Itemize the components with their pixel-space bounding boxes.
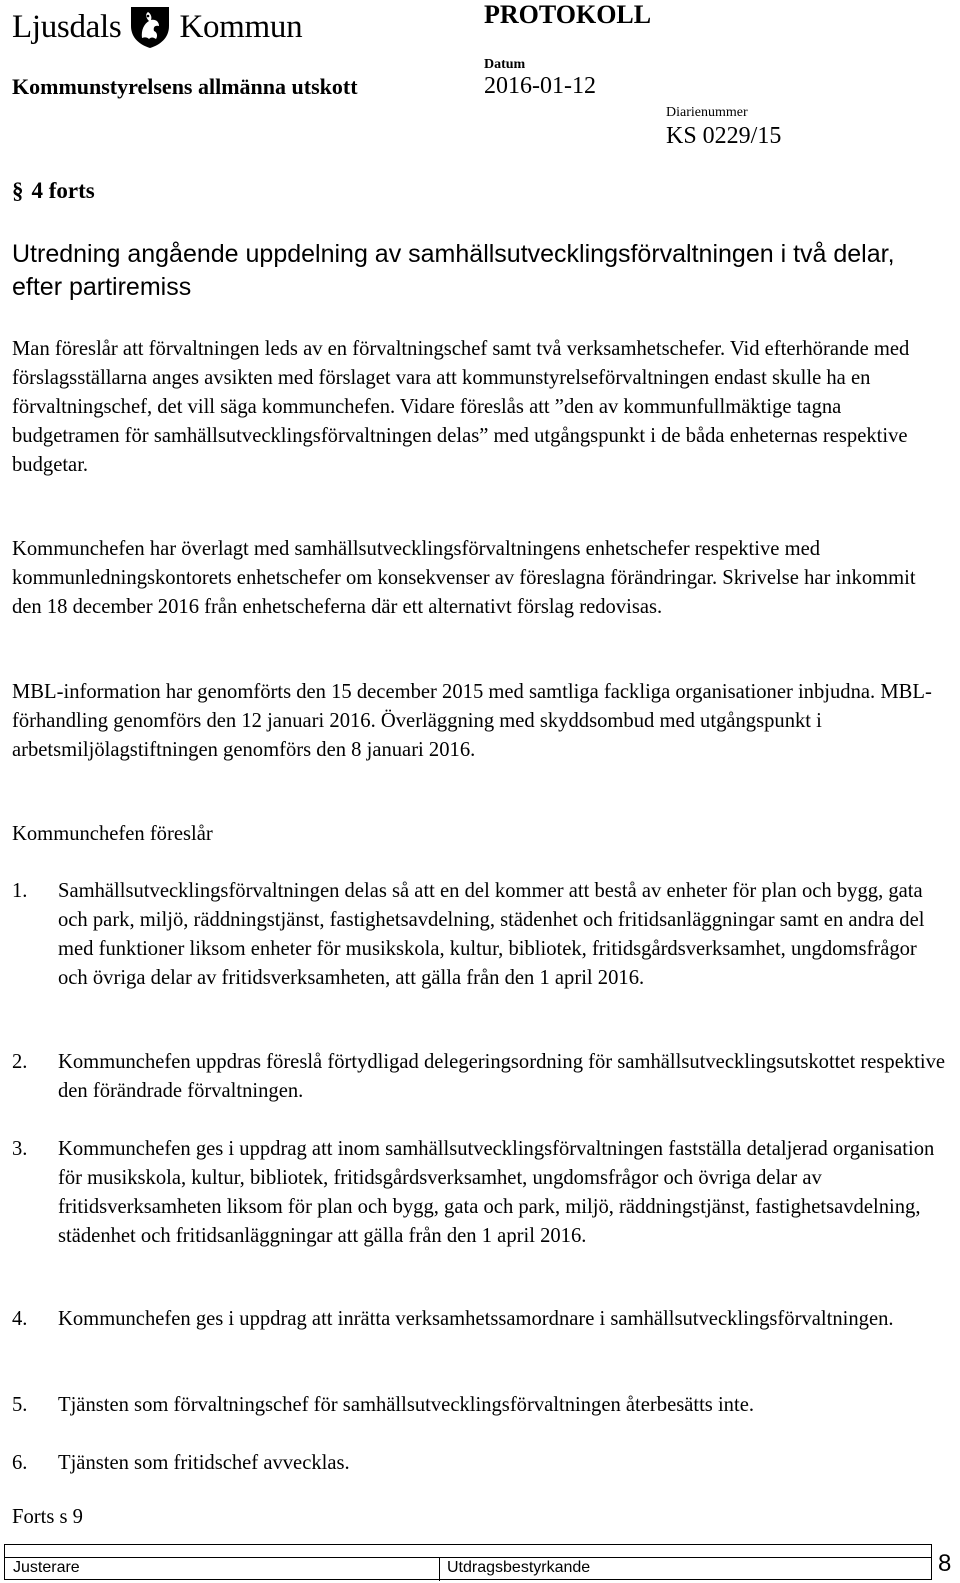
list-item — [12, 1305, 947, 1334]
registration-number-value: KS 0229/15 — [666, 123, 782, 149]
municipality-logo — [12, 4, 302, 50]
list-item-text: Tjänsten som fritidschef avvecklas. — [58, 1452, 350, 1474]
list-item — [12, 1135, 947, 1251]
adjuster-label: Justerare — [13, 1559, 80, 1576]
list-item-number: 4. — [12, 1308, 28, 1330]
list-item — [12, 1048, 947, 1106]
list-item-number: 1. — [12, 880, 28, 902]
footer-column-divider — [439, 1557, 440, 1581]
extract-certification-label: Utdragsbestyrkande — [447, 1559, 591, 1576]
list-item-text: Samhällsutvecklingsförvaltningen delas så att en del kommer att bestå av enheter för plan och bygg, gata och park, miljö, räddningstjänst, fastighetsavdelning, städenhet och fritidsanläggningar samt en andra del med funktioner liksom enheter för musikskola, kultur, bibliotek, fritidsgårdsverksamhet, ungdomsfrågor och övriga delar av fritidsverksamheten, att gälla från den 1 april 2016. — [58, 880, 925, 989]
list-item-text: Tjänsten som förvaltningschef för samhällsutvecklingsförvaltningen återbesätts inte. — [58, 1394, 754, 1416]
list-item-number: 5. — [12, 1394, 28, 1416]
section-number — [12, 178, 95, 204]
crest-icon — [127, 4, 173, 50]
list-item — [12, 877, 947, 993]
paragraph: MBL-information har genomförts den 15 december 2015 med samtliga fackliga organisationer inbjudna. MBL-förhandling genomförs den 12 januari 2016. Överläggning med skyddsombud med utgångspunkt i arbetsmiljölagstiftningen genomförs den 8 januari 2016. — [12, 681, 932, 761]
logo-text-right: Kommun — [179, 8, 303, 45]
list-item-number: 6. — [12, 1452, 28, 1474]
paragraph: Man föreslår att förvaltningen leds av en förvaltningschef samt två verksamhetschefer. Vid efterhörande med förslagsställarna anges avsikten med förslaget vara att kommunstyrelseförvaltningen endast skulle ha en förvaltningschef, det vill säga kommunchefen. Vidare föreslås att ”den av kommunfullmäktige tagna budgetramen för samhällsutvecklingsförvaltningen delas” med utgångspunkt i de båda enheternas respektive budgetar. — [12, 338, 910, 476]
document-type: PROTOKOLL — [484, 0, 652, 29]
logo-text-left: Ljusdals — [12, 8, 122, 45]
list-item-number: 2. — [12, 1051, 28, 1073]
footer-divider-line — [5, 1557, 931, 1558]
list-item-text: Kommunchefen ges i uppdrag att inrätta verksamhetssamordnare i samhällsutvecklingsförvaltningen. — [58, 1308, 894, 1330]
date-label: Datum — [484, 57, 526, 72]
list-item — [12, 1391, 947, 1420]
signature-footer — [4, 1544, 932, 1580]
proposal-intro: Kommunchefen föreslår — [12, 823, 213, 845]
list-item-number: 3. — [12, 1138, 28, 1160]
matter-heading: Utredning angående uppdelning av samhällsutvecklingsförvaltningen i två delar, efter partiremiss — [12, 240, 895, 301]
list-item — [12, 1449, 947, 1478]
page-number: 8 — [938, 1550, 952, 1577]
section-symbol: § — [12, 178, 24, 203]
committee-name: Kommunstyrelsens allmänna utskott — [12, 74, 358, 99]
date-value: 2016-01-12 — [484, 73, 596, 99]
paragraph: Kommunchefen har överlagt med samhällsutvecklingsförvaltningens enhetschefer respektive med kommunledningskontorets enhetschefer om konsekvenser av föreslagna förändringar. Skrivelse har inkommit den 18 december 2016 från enhetscheferna där ett alternativt förslag redovisas. — [12, 538, 916, 618]
list-item-text: Kommunchefen ges i uppdrag att inom samhällsutvecklingsförvaltningen fastställa detaljerad organisation för musikskola, kultur, bibliotek, fritidsgårdsverksamhet, ungdomsfrågor och övriga delar av fritidsverksamheten liksom för plan och bygg, gata och park, miljö, räddningstjänst, fastighetsavdelning, städenhet och fritidsanläggningar att gälla från den 1 april 2016. — [58, 1138, 935, 1247]
section-label: 4 forts — [31, 178, 95, 203]
registration-number-label: Diarienummer — [666, 105, 748, 120]
list-item-text: Kommunchefen uppdras föreslå förtydligad delegeringsordning för samhällsutvecklingsutskottet respektive den förändrade förvaltningen. — [58, 1051, 946, 1102]
continued-note: Forts s 9 — [12, 1506, 83, 1528]
